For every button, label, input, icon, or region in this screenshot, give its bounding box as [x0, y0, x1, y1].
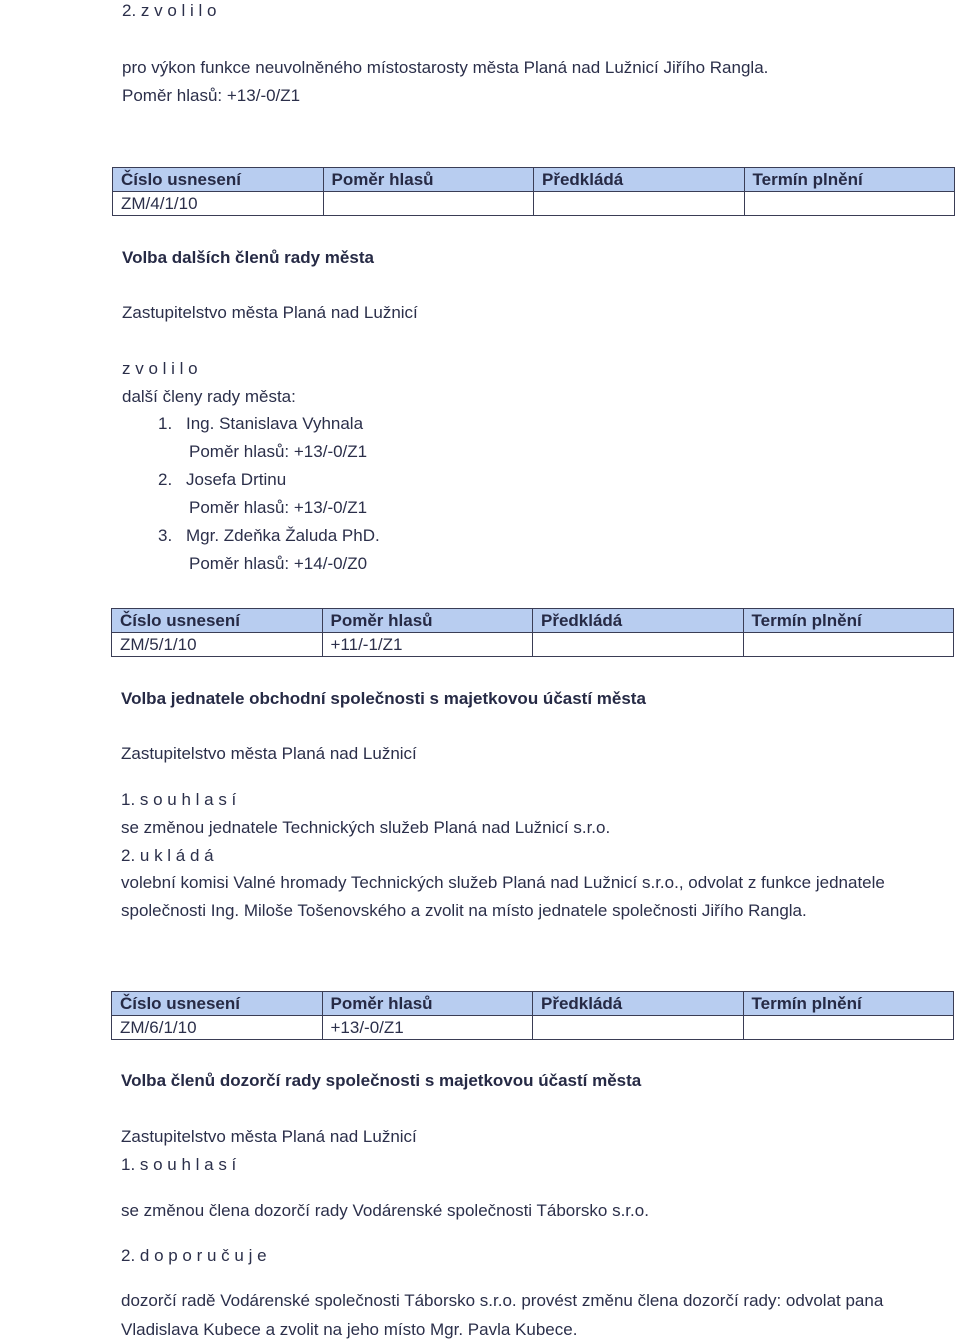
resolution-number: ZM/4/1/10	[113, 192, 324, 216]
member-name: Ing. Stanislava Vyhnala	[186, 414, 364, 433]
text-line: se změnou člena dozorčí rady Vodárenské společnosti Táborsko s.r.o.	[121, 1201, 649, 1220]
verb-zvolilo: z v o l i l o	[122, 359, 198, 378]
header-cislo-usneseni: Číslo usnesení	[112, 992, 323, 1016]
resolution-number: ZM/6/1/10	[112, 1016, 323, 1040]
vote-ratio: Poměr hlasů: +13/-0/Z1	[122, 86, 301, 105]
member-number: 1.	[158, 414, 173, 433]
header-predklada: Předkládá	[533, 609, 744, 633]
resolution-presenter	[533, 1016, 744, 1040]
resolution-deadline	[743, 1016, 954, 1040]
header-cislo-usneseni: Číslo usnesení	[112, 609, 323, 633]
resolution-title: Volba jednatele obchodní společnosti s majetkovou účastí města	[121, 689, 646, 708]
text-line: se změnou jednatele Technických služeb Planá nad Lužnicí s.r.o.	[121, 818, 611, 837]
member-votes: Poměr hlasů: +13/-0/Z1	[189, 498, 368, 517]
council-name: Zastupitelstvo města Planá nad Lužnicí	[121, 1127, 417, 1146]
member-votes: Poměr hlasů: +14/-0/Z0	[189, 554, 368, 573]
header-cislo-usneseni: Číslo usnesení	[113, 168, 324, 192]
member-name: Josefa Drtinu	[186, 470, 287, 489]
resolution-title: Volba dalších členů rady města	[122, 248, 374, 267]
verb-uklada: 2. u k l á d á	[121, 846, 214, 865]
resolution-deadline	[744, 192, 955, 216]
resolution-deadline	[743, 633, 954, 657]
header-termin-plneni: Termín plnění	[744, 168, 955, 192]
text-line: pro výkon funkce neuvolněného místostarosty města Planá nad Lužnicí Jiřího Rangla.	[122, 58, 769, 77]
header-predklada: Předkládá	[533, 992, 744, 1016]
resolution-title: Volba členů dozorčí rady společnosti s majetkovou účastí města	[121, 1071, 642, 1090]
header-termin-plneni: Termín plnění	[743, 609, 954, 633]
header-pomer-hlasu: Poměr hlasů	[323, 168, 534, 192]
verb-doporucuje: 2. d o p o r u č u j e	[121, 1246, 267, 1265]
resolution-votes: +11/-1/Z1	[322, 633, 533, 657]
resolution-votes	[323, 192, 534, 216]
verb-souhlasi: 1. s o u h l a s í	[121, 1155, 237, 1174]
resolution-number: ZM/5/1/10	[112, 633, 323, 657]
resolution-presenter	[533, 633, 744, 657]
header-pomer-hlasu: Poměr hlasů	[322, 609, 533, 633]
text-line: dozorčí radě Vodárenské společnosti Táborsko s.r.o. provést změnu člena dozorčí rady: odvolat pana	[121, 1291, 884, 1310]
member-number: 3.	[158, 526, 173, 545]
member-number: 2.	[158, 470, 173, 489]
text-line: společnosti Ing. Miloše Tošenovského a zvolit na místo jednatele společnosti Jiřího Rangla.	[121, 901, 807, 920]
header-pomer-hlasu: Poměr hlasů	[322, 992, 533, 1016]
verb-souhlasi: 1. s o u h l a s í	[121, 790, 237, 809]
header-termin-plneni: Termín plnění	[743, 992, 954, 1016]
member-votes: Poměr hlasů: +13/-0/Z1	[189, 442, 368, 461]
header-predklada: Předkládá	[534, 168, 745, 192]
section-heading-zvolilo: 2. z v o l i l o	[122, 1, 217, 20]
council-name: Zastupitelstvo města Planá nad Lužnicí	[121, 744, 417, 763]
resolution-table-2	[111, 608, 954, 657]
resolution-presenter	[534, 192, 745, 216]
resolution-table-3	[111, 991, 954, 1040]
text-line: Vladislava Kubece a zvolit na jeho místo Mgr. Pavla Kubece.	[121, 1320, 578, 1339]
members-intro: další členy rady města:	[122, 387, 296, 406]
council-name: Zastupitelstvo města Planá nad Lužnicí	[122, 303, 418, 322]
resolution-votes: +13/-0/Z1	[322, 1016, 533, 1040]
member-name: Mgr. Zdeňka Žaluda PhD.	[186, 526, 380, 545]
text-line: volební komisi Valné hromady Technických služeb Planá nad Lužnicí s.r.o., odvolat z funkce jednatele	[121, 873, 885, 892]
resolution-table-1	[112, 167, 955, 216]
